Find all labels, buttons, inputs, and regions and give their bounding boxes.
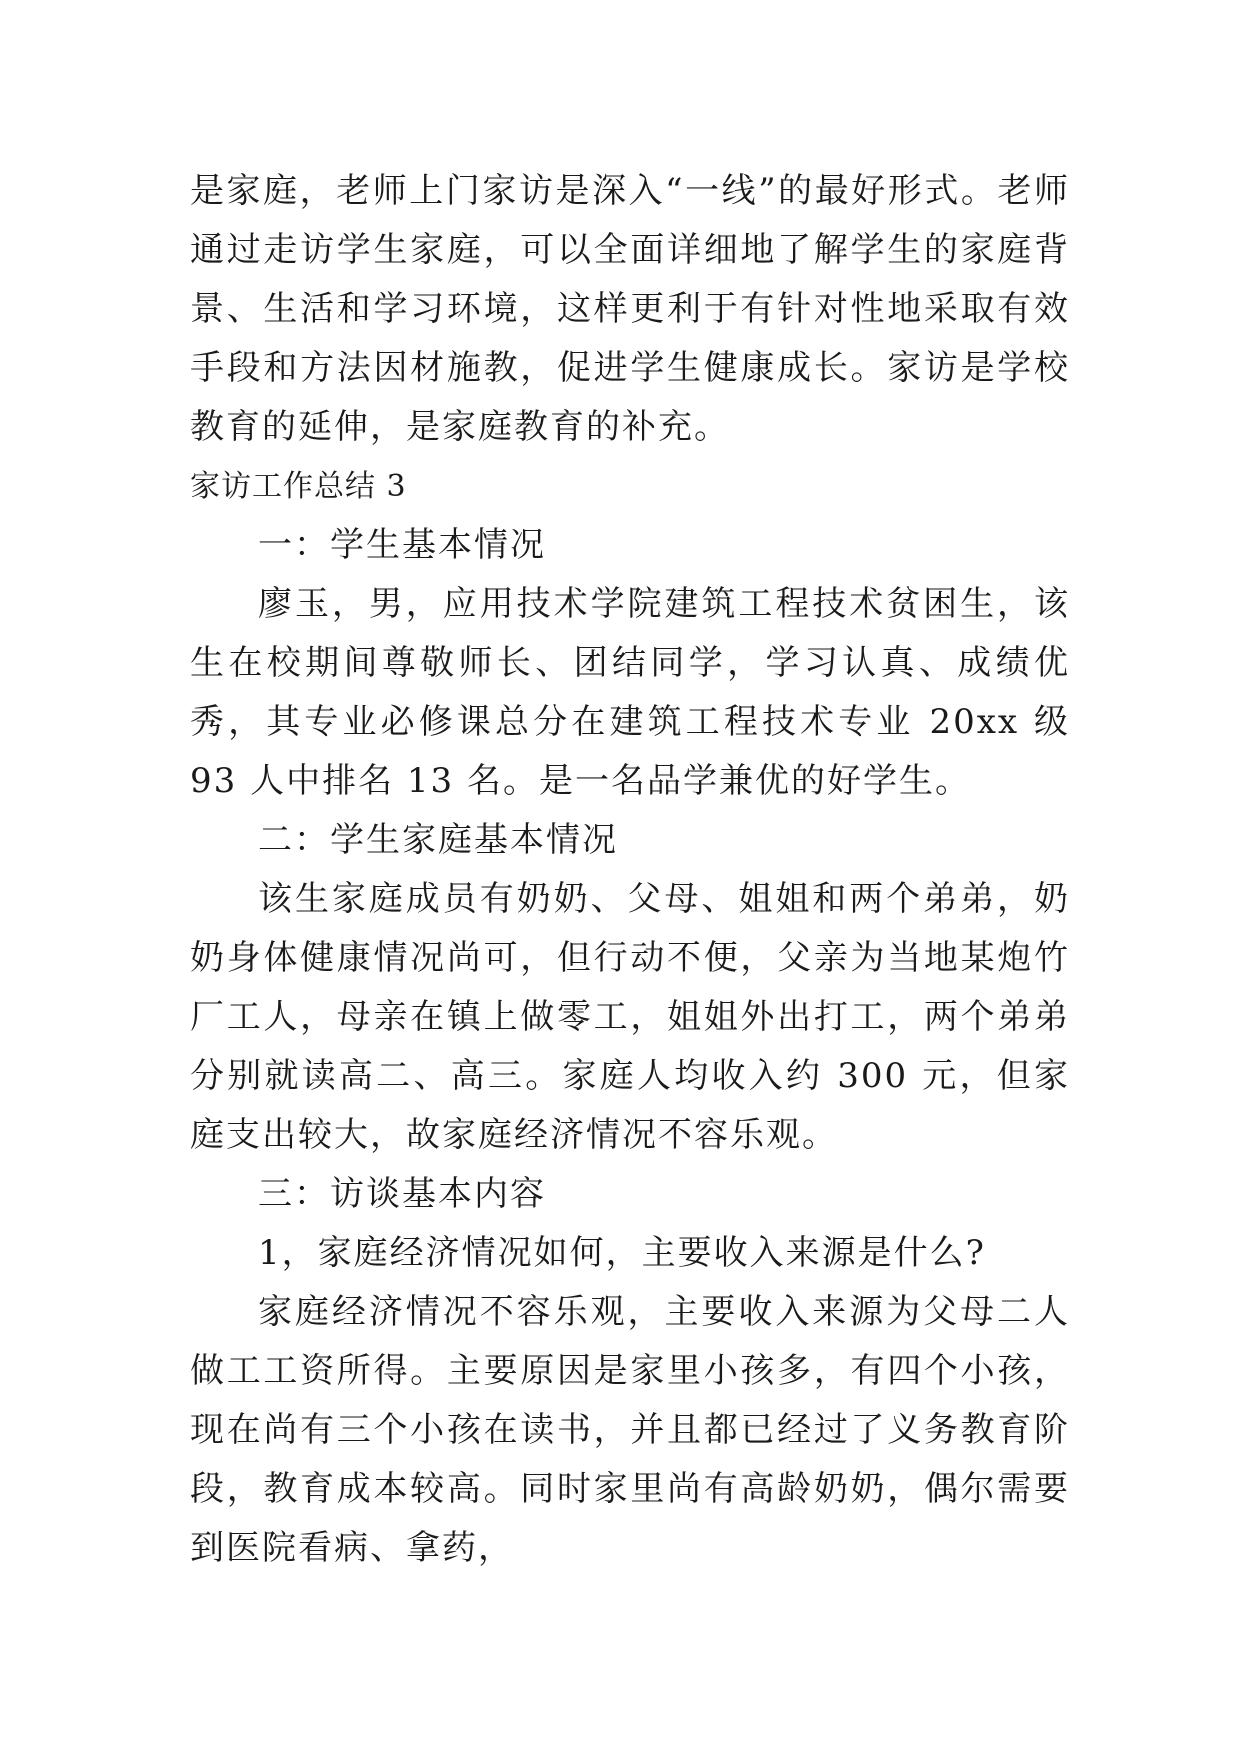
family-basic-info-paragraph: 该生家庭成员有奶奶、父母、姐姐和两个弟弟，奶奶身体健康情况尚可，但行动不便，父亲为当地某炮竹厂工人，母亲在镇上做零工，姐姐外出打工，两个弟弟分别就读高二、高三。家庭人均收入约 300 元，但家庭支出较大，故家庭经济情况不容乐观。 bbox=[190, 879, 1070, 1155]
heading-family-basic-info: 二：学生家庭基本情况 bbox=[258, 820, 618, 860]
interview-question-1: 1，家庭经济情况如何，主要收入来源是什么? bbox=[258, 1233, 986, 1273]
section-title: 家访工作总结 3 bbox=[190, 469, 407, 504]
intro-paragraph: 是家庭，老师上门家访是深入“一线”的最好形式。老师通过走访学生家庭，可以全面详细地了解学生的家庭背景、生活和学习环境，这样更利于有针对性地采取有效手段和方法因材施教，促进学生健康成长。家访是学校教育的延伸，是家庭教育的补充。 bbox=[190, 171, 1070, 447]
document-body bbox=[190, 162, 1070, 1578]
interview-answer-1: 家庭经济情况不容乐观，主要收入来源为父母二人做工工资所得。主要原因是家里小孩多，有四个小孩，现在尚有三个小孩在读书，并且都已经过了义务教育阶段，教育成本较高。同时家里尚有高龄奶奶，偶尔需要到医院看病、拿药， bbox=[190, 1292, 1070, 1568]
heading-interview-content: 三：访谈基本内容 bbox=[258, 1174, 546, 1214]
student-basic-info-paragraph: 廖玉，男，应用技术学院建筑工程技术贫困生，该生在校期间尊敬师长、团结同学，学习认真、成绩优秀，其专业必修课总分在建筑工程技术专业 20xx 级 93 人中排名 13 名。是一名品学兼优的好学生。 bbox=[190, 584, 1070, 801]
heading-student-basic-info: 一：学生基本情况 bbox=[258, 525, 546, 565]
